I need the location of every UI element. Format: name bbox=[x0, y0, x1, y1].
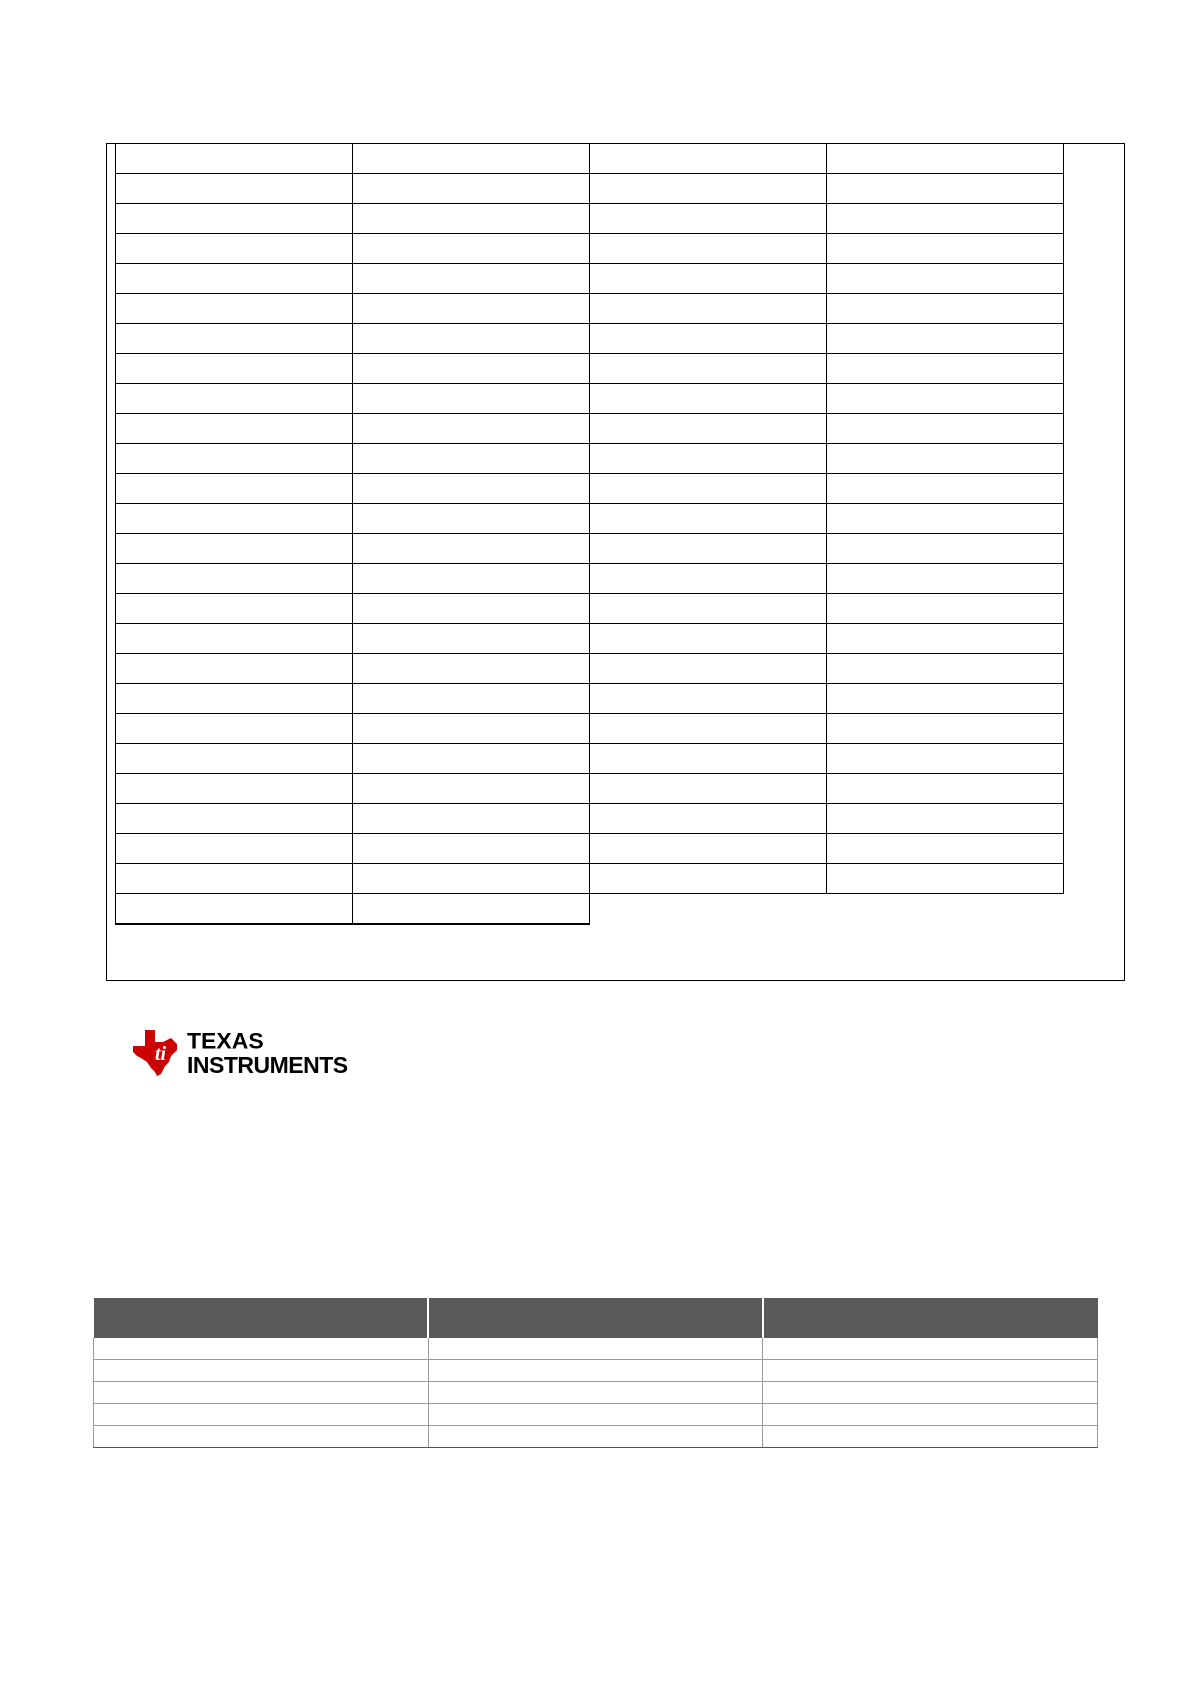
upper-table-cell bbox=[353, 594, 590, 624]
upper-table-cell bbox=[116, 834, 353, 864]
upper-table-cell bbox=[827, 204, 1064, 234]
upper-table-cell bbox=[116, 204, 353, 234]
upper-table-cell bbox=[827, 684, 1064, 714]
upper-table-cell bbox=[116, 864, 353, 894]
upper-table-row bbox=[116, 294, 1064, 324]
svg-text:ti: ti bbox=[155, 1043, 167, 1065]
upper-table-cell bbox=[827, 414, 1064, 444]
upper-table-cell bbox=[116, 264, 353, 294]
upper-table-cell bbox=[353, 354, 590, 384]
upper-table-cell bbox=[827, 624, 1064, 654]
upper-table-row bbox=[116, 564, 1064, 594]
upper-table-cell bbox=[116, 174, 353, 204]
texas-instruments-logo bbox=[131, 1027, 348, 1079]
upper-table-cell bbox=[590, 294, 827, 324]
upper-table-row bbox=[116, 234, 1064, 264]
upper-table-cell bbox=[827, 714, 1064, 744]
upper-table-cell bbox=[827, 864, 1064, 894]
upper-table-cell bbox=[827, 324, 1064, 354]
upper-table-cell bbox=[353, 474, 590, 504]
upper-table-cell bbox=[827, 354, 1064, 384]
upper-table-cell bbox=[116, 744, 353, 774]
upper-table-cell bbox=[353, 264, 590, 294]
lower-table-cell bbox=[428, 1404, 763, 1426]
upper-table-cell bbox=[590, 354, 827, 384]
upper-table-row bbox=[116, 414, 1064, 444]
upper-table-cell bbox=[353, 324, 590, 354]
lower-table-cell bbox=[763, 1404, 1098, 1426]
upper-table-cell bbox=[827, 264, 1064, 294]
lower-table-cell bbox=[428, 1360, 763, 1382]
upper-table-cell bbox=[116, 894, 353, 924]
upper-table-cell bbox=[827, 594, 1064, 624]
upper-table-cell bbox=[116, 714, 353, 744]
upper-table-cell bbox=[827, 564, 1064, 594]
lower-table-row bbox=[94, 1338, 1098, 1360]
upper-table-cell bbox=[116, 444, 353, 474]
upper-table-cell bbox=[353, 804, 590, 834]
upper-table-row bbox=[116, 744, 1064, 774]
upper-table-cell bbox=[590, 174, 827, 204]
upper-table-cell bbox=[353, 684, 590, 714]
upper-table-cell bbox=[827, 444, 1064, 474]
upper-table-cell bbox=[590, 324, 827, 354]
upper-table-cell bbox=[827, 774, 1064, 804]
lower-table-cell bbox=[763, 1338, 1098, 1360]
upper-table-empty bbox=[827, 894, 1064, 924]
upper-table-cell bbox=[353, 504, 590, 534]
upper-table-row bbox=[116, 144, 1064, 174]
upper-table-cell bbox=[590, 234, 827, 264]
lower-table-cell bbox=[94, 1360, 429, 1382]
upper-table-row bbox=[116, 894, 1064, 924]
upper-table-cell bbox=[827, 144, 1064, 174]
lower-table-cell bbox=[428, 1338, 763, 1360]
upper-table-cell bbox=[590, 504, 827, 534]
upper-table-cell bbox=[827, 654, 1064, 684]
upper-table-row bbox=[116, 864, 1064, 894]
upper-table-cell bbox=[116, 774, 353, 804]
lower-table-cell bbox=[94, 1426, 429, 1448]
upper-table-cell bbox=[590, 414, 827, 444]
upper-table-cell bbox=[590, 834, 827, 864]
ti-state-icon bbox=[131, 1028, 183, 1078]
upper-table-cell bbox=[116, 384, 353, 414]
upper-table-row bbox=[116, 354, 1064, 384]
upper-table-cell bbox=[116, 534, 353, 564]
upper-table-cell bbox=[590, 264, 827, 294]
upper-table-cell bbox=[353, 174, 590, 204]
upper-table-cell bbox=[116, 414, 353, 444]
upper-table-row bbox=[116, 774, 1064, 804]
upper-table-cell bbox=[353, 384, 590, 414]
upper-table-cell bbox=[353, 834, 590, 864]
upper-table-cell bbox=[590, 534, 827, 564]
logo-line1: TEXAS bbox=[187, 1028, 264, 1053]
upper-table-cell bbox=[353, 204, 590, 234]
upper-table-empty bbox=[590, 894, 827, 924]
upper-table-cell bbox=[353, 564, 590, 594]
upper-table-cell bbox=[353, 774, 590, 804]
ti-wordmark bbox=[187, 1030, 348, 1077]
upper-table-cell bbox=[827, 294, 1064, 324]
lower-table-cell bbox=[763, 1426, 1098, 1448]
upper-table-cell bbox=[116, 624, 353, 654]
upper-table bbox=[115, 143, 1064, 925]
upper-table-cell bbox=[353, 234, 590, 264]
lower-table-cell bbox=[428, 1426, 763, 1448]
upper-table-cell bbox=[353, 864, 590, 894]
lower-table-header-cell bbox=[763, 1298, 1098, 1338]
upper-table-cell bbox=[116, 684, 353, 714]
upper-table-cell bbox=[116, 144, 353, 174]
upper-table-cell bbox=[827, 534, 1064, 564]
upper-table-cell bbox=[827, 474, 1064, 504]
upper-table-cell bbox=[590, 444, 827, 474]
upper-table-cell bbox=[590, 684, 827, 714]
lower-table-cell bbox=[94, 1404, 429, 1426]
upper-table-row bbox=[116, 834, 1064, 864]
upper-table-row bbox=[116, 474, 1064, 504]
upper-table-cell bbox=[116, 474, 353, 504]
upper-table-cell bbox=[590, 624, 827, 654]
upper-table-cell bbox=[353, 414, 590, 444]
upper-table-cell bbox=[590, 864, 827, 894]
lower-table-row bbox=[94, 1426, 1098, 1448]
upper-table-cell bbox=[116, 294, 353, 324]
upper-table-cell bbox=[353, 294, 590, 324]
upper-table-cell bbox=[116, 504, 353, 534]
upper-table-row bbox=[116, 654, 1064, 684]
upper-table-row bbox=[116, 174, 1064, 204]
upper-table-cell bbox=[353, 534, 590, 564]
upper-table-row bbox=[116, 594, 1064, 624]
upper-table-cell bbox=[590, 144, 827, 174]
upper-table-row bbox=[116, 534, 1064, 564]
upper-table-cell bbox=[827, 174, 1064, 204]
lower-table-cell bbox=[763, 1382, 1098, 1404]
upper-table-row bbox=[116, 504, 1064, 534]
lower-table-row bbox=[94, 1360, 1098, 1382]
upper-table-row bbox=[116, 444, 1064, 474]
upper-table-cell bbox=[590, 654, 827, 684]
upper-table-cell bbox=[116, 354, 353, 384]
logo-line2: INSTRUMENTS bbox=[187, 1051, 348, 1078]
upper-table-cell bbox=[353, 444, 590, 474]
upper-table-row bbox=[116, 264, 1064, 294]
lower-table-cell bbox=[94, 1338, 429, 1360]
lower-table-cell bbox=[428, 1382, 763, 1404]
lower-table bbox=[93, 1298, 1098, 1448]
upper-table-cell bbox=[353, 714, 590, 744]
upper-table-cell bbox=[590, 744, 827, 774]
upper-table-cell bbox=[353, 744, 590, 774]
upper-table-cell bbox=[353, 894, 590, 924]
upper-table-cell bbox=[116, 654, 353, 684]
lower-table-header-row bbox=[94, 1298, 1098, 1338]
upper-table-cell bbox=[827, 834, 1064, 864]
upper-table-cell bbox=[116, 234, 353, 264]
upper-table-cell bbox=[590, 564, 827, 594]
upper-table-cell bbox=[827, 804, 1064, 834]
upper-table-cell bbox=[827, 384, 1064, 414]
upper-table-cell bbox=[590, 594, 827, 624]
upper-table-cell bbox=[116, 324, 353, 354]
upper-table-cell bbox=[590, 714, 827, 744]
upper-table-cell bbox=[827, 744, 1064, 774]
upper-table-cell bbox=[116, 594, 353, 624]
upper-table-cell bbox=[116, 804, 353, 834]
upper-table-cell bbox=[353, 654, 590, 684]
lower-table-cell bbox=[94, 1382, 429, 1404]
upper-table-cell bbox=[590, 774, 827, 804]
lower-table-header-cell bbox=[94, 1298, 429, 1338]
upper-table-cell bbox=[827, 504, 1064, 534]
lower-table-row bbox=[94, 1404, 1098, 1426]
upper-table-row bbox=[116, 204, 1064, 234]
upper-table-row bbox=[116, 324, 1064, 354]
upper-table-row bbox=[116, 714, 1064, 744]
upper-table-row bbox=[116, 684, 1064, 714]
upper-table-cell bbox=[827, 234, 1064, 264]
upper-table-cell bbox=[116, 564, 353, 594]
lower-table-cell bbox=[763, 1360, 1098, 1382]
upper-table-row bbox=[116, 804, 1064, 834]
upper-table-cell bbox=[353, 144, 590, 174]
upper-table-cell bbox=[353, 624, 590, 654]
upper-table-row bbox=[116, 624, 1064, 654]
upper-table-cell bbox=[590, 204, 827, 234]
lower-table-row bbox=[94, 1382, 1098, 1404]
upper-table-row bbox=[116, 384, 1064, 414]
upper-table-cell bbox=[590, 384, 827, 414]
lower-table-header-cell bbox=[428, 1298, 763, 1338]
upper-table-cell bbox=[590, 804, 827, 834]
upper-table-cell bbox=[590, 474, 827, 504]
